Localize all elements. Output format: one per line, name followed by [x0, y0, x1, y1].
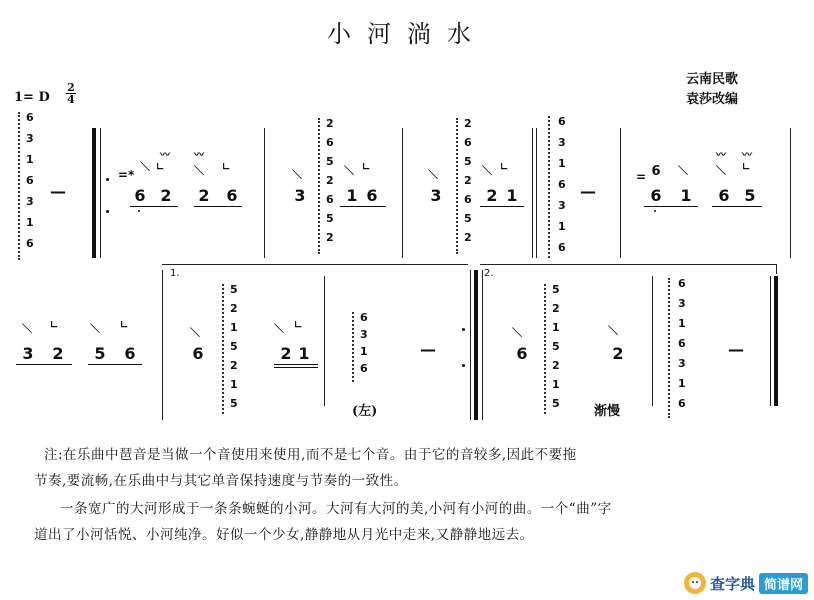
pluck-mark: ＼ — [22, 324, 32, 335]
barline — [532, 128, 533, 258]
chord-note: 6 — [678, 337, 686, 350]
chord-note: 6 — [360, 311, 368, 324]
arpeggio-chord-3 — [464, 118, 472, 243]
barline — [264, 128, 265, 258]
hold-dash: — — [728, 340, 744, 359]
pluck-mark: ＼ — [274, 324, 284, 335]
repeat-barline-thick — [474, 270, 478, 420]
arpeggio-chord-6 — [360, 312, 368, 374]
chord-note: 5 — [464, 212, 472, 225]
barline — [770, 276, 771, 406]
repeat-dot — [106, 178, 109, 181]
note: 5 — [94, 344, 106, 363]
chord-note: 1 — [360, 345, 368, 358]
chord-note: 3 — [678, 297, 686, 310]
chord-note: 2 — [326, 231, 334, 244]
chord-note: 1 — [26, 216, 34, 229]
chord-note: 3 — [678, 357, 686, 370]
roll-mark: 〰 — [716, 150, 726, 161]
chord-note: 2 — [552, 302, 560, 315]
arpeggio-mark — [352, 312, 354, 382]
chord-note: 2 — [464, 174, 472, 187]
note: 2 — [52, 344, 64, 363]
note: 2 — [160, 186, 172, 205]
repeat-dot — [462, 364, 465, 367]
arranger-label: 袁莎改编 — [686, 92, 739, 107]
chord-note: 3 — [26, 195, 34, 208]
beam-underline — [274, 364, 318, 365]
pluck-mark: ＼ — [608, 326, 618, 337]
chord-note: 2 — [230, 359, 238, 372]
chord-note: 5 — [552, 340, 560, 353]
pluck-mark: ＼ — [678, 166, 688, 177]
arpeggio-mark — [668, 278, 670, 418]
hold-dash: — — [50, 182, 66, 201]
low-octave-dot — [654, 210, 656, 212]
chord-note: 1 — [678, 377, 686, 390]
beam-underline — [16, 364, 72, 365]
source-label: 云南民歌 — [686, 72, 739, 87]
volta-end — [776, 264, 777, 274]
volta-bracket-1 — [162, 264, 468, 265]
note-paragraph-1-line-2: 节奏,要流畅,在乐曲中与其它单音保持速度与节奏的一致性。 — [34, 473, 408, 489]
chord-note: 5 — [326, 155, 334, 168]
barline — [402, 128, 403, 258]
hold-dash: — — [420, 340, 436, 359]
grace-note: 6 — [651, 164, 661, 179]
chord-note: 1 — [678, 317, 686, 330]
hold-dash: — — [580, 182, 596, 201]
pluck-mark: ＼ — [716, 166, 726, 177]
note: 2 — [198, 186, 210, 205]
note: 6 — [366, 186, 378, 205]
arpeggio-chord-4 — [558, 116, 566, 253]
note: 1 — [346, 186, 358, 205]
tremolo-mark: = — [636, 170, 647, 184]
pluck-mark: ＼ — [90, 324, 100, 335]
beam-underline — [194, 206, 242, 207]
note: 6 — [124, 344, 136, 363]
arpeggio-mark — [548, 116, 550, 258]
beam-underline — [480, 206, 524, 207]
arpeggio-mark — [18, 112, 20, 260]
beam-underline-2 — [274, 367, 318, 368]
note: 6 — [226, 186, 238, 205]
note-paragraph-2-line-1: 一条宽广的大河形成于一条条蜿蜒的小河。大河有大河的美,小河有小河的曲。一个“曲”字 — [60, 501, 612, 517]
chord-note: 6 — [26, 111, 34, 124]
chord-note: 2 — [464, 117, 472, 130]
chord-note: 6 — [558, 115, 566, 128]
note: 5 — [744, 186, 756, 205]
pick-mark: ∟ — [120, 320, 129, 331]
note: 6 — [650, 186, 662, 205]
volta-label-1: 1. — [170, 268, 180, 279]
barline — [482, 270, 483, 420]
pick-mark: ∟ — [294, 320, 303, 331]
roll-mark: 〰 — [160, 150, 170, 161]
mascot-icon — [684, 572, 706, 594]
repeat-dot — [462, 328, 465, 331]
chord-note: 1 — [558, 220, 566, 233]
repeat-barline-thin — [100, 128, 101, 258]
note: 2 — [486, 186, 498, 205]
chord-note: 2 — [464, 231, 472, 244]
roll-mark: 〰 — [742, 150, 752, 161]
beam-underline — [712, 206, 762, 207]
pick-mark: ∟ — [742, 162, 751, 173]
arpeggio-chord-5 — [230, 284, 238, 409]
chord-note: 2 — [326, 174, 334, 187]
pick-mark: ∟ — [362, 162, 371, 173]
chord-note: 2 — [230, 302, 238, 315]
chord-note: 3 — [558, 136, 566, 149]
chord-note: 2 — [552, 359, 560, 372]
chord-note: 6 — [360, 362, 368, 375]
note-paragraph-2-line-2: 道出了小河恬悦、小河纯净。好似一个少女,静静地从月光中走来,又静静地远去。 — [34, 527, 534, 543]
chord-note: 1 — [552, 378, 560, 391]
arpeggio-chord-7 — [552, 284, 560, 409]
note: 3 — [430, 186, 442, 205]
chord-note: 3 — [26, 132, 34, 145]
arpeggio-mark — [318, 118, 320, 254]
barline — [470, 270, 471, 420]
watermark-brand: 查字典 — [709, 574, 755, 593]
pick-mark: ∟ — [500, 162, 509, 173]
pluck-mark: ＼ — [428, 170, 438, 181]
chord-note: 5 — [464, 155, 472, 168]
chord-note: 1 — [230, 378, 238, 391]
chord-note: 6 — [26, 174, 34, 187]
beam-underline — [340, 206, 386, 207]
chord-note: 5 — [552, 283, 560, 296]
left-hand-mark: (左) — [352, 404, 378, 419]
note: 1 — [506, 186, 518, 205]
pluck-mark: ＼ — [482, 166, 492, 177]
barline — [536, 128, 537, 258]
chord-note: 6 — [678, 277, 686, 290]
barline — [652, 276, 653, 406]
chord-note: 1 — [558, 157, 566, 170]
chord-note: 6 — [26, 237, 34, 250]
note: 6 — [516, 344, 528, 363]
note: 6 — [134, 186, 146, 205]
chord-note: 6 — [678, 397, 686, 410]
key-signature: 1= D — [14, 90, 50, 105]
page-title: 小河淌水 — [327, 20, 487, 48]
note-paragraph-1-line-1: 注:在乐曲中琶音是当做一个音使用来使用,而不是七个音。由于它的音较多,因此不要拖 — [44, 447, 577, 463]
pluck-mark: ＼ — [292, 170, 302, 181]
note: 1 — [298, 344, 310, 363]
chord-note: 3 — [360, 328, 368, 341]
note: 2 — [280, 344, 292, 363]
chord-note: 6 — [326, 136, 334, 149]
chord-note: 5 — [230, 283, 238, 296]
pick-mark: ∟ — [50, 320, 59, 331]
pluck-mark: ＼ — [512, 328, 522, 339]
low-octave-dot — [138, 210, 140, 212]
note: 6 — [192, 344, 204, 363]
chord-note: 6 — [464, 136, 472, 149]
pluck-mark: ＼ — [190, 328, 200, 339]
arpeggio-chord-8 — [678, 278, 686, 409]
chord-note: 6 — [558, 178, 566, 191]
chord-note: 6 — [558, 241, 566, 254]
pluck-mark: ＼ — [344, 166, 354, 177]
ritardando-mark: 渐慢 — [594, 404, 621, 419]
arpeggio-chord-2 — [326, 118, 334, 243]
chord-note: 1 — [26, 153, 34, 166]
pluck-mark: ＼ — [194, 166, 204, 177]
beam-underline — [644, 206, 698, 207]
note: 6 — [718, 186, 730, 205]
chord-note: 6 — [326, 193, 334, 206]
chord-note: 5 — [230, 340, 238, 353]
time-num: 2 — [67, 81, 75, 94]
repeat-dot — [106, 210, 109, 213]
note: 1 — [680, 186, 692, 205]
volta-label-2: 2. — [484, 268, 494, 279]
barline — [790, 128, 791, 258]
pick-mark: ∟ — [222, 162, 231, 173]
chord-note: 2 — [326, 117, 334, 130]
score-row-2 — [0, 260, 814, 430]
tremolo-mark: =* — [118, 168, 135, 182]
arpeggio-mark — [544, 284, 546, 414]
pluck-mark: ＼ — [140, 162, 150, 173]
chord-note: 1 — [230, 321, 238, 334]
beam-underline — [88, 364, 142, 365]
pick-mark: ∟ — [156, 162, 165, 173]
arpeggio-mark — [456, 118, 458, 254]
watermark-sub: 简谱网 — [759, 573, 808, 594]
volta-bracket-2 — [480, 264, 776, 265]
score-row-1 — [0, 0, 814, 270]
note: 3 — [22, 344, 34, 363]
barline — [620, 128, 621, 258]
beam-underline — [130, 206, 178, 207]
note: 3 — [294, 186, 306, 205]
roll-mark: 〰 — [194, 150, 204, 161]
arpeggio-chord-1 — [26, 112, 34, 249]
chord-note: 3 — [558, 199, 566, 212]
repeat-barline-thick — [92, 128, 96, 258]
note: 2 — [612, 344, 624, 363]
chord-note: 6 — [464, 193, 472, 206]
time-den: 4 — [67, 93, 75, 106]
chord-note: 5 — [326, 212, 334, 225]
site-watermark — [684, 572, 808, 594]
arpeggio-mark — [222, 284, 224, 414]
chord-note: 1 — [552, 321, 560, 334]
final-barline — [774, 276, 778, 406]
barline — [162, 270, 163, 420]
chord-note: 5 — [230, 397, 238, 410]
barline — [324, 276, 325, 406]
chord-note: 5 — [552, 397, 560, 410]
